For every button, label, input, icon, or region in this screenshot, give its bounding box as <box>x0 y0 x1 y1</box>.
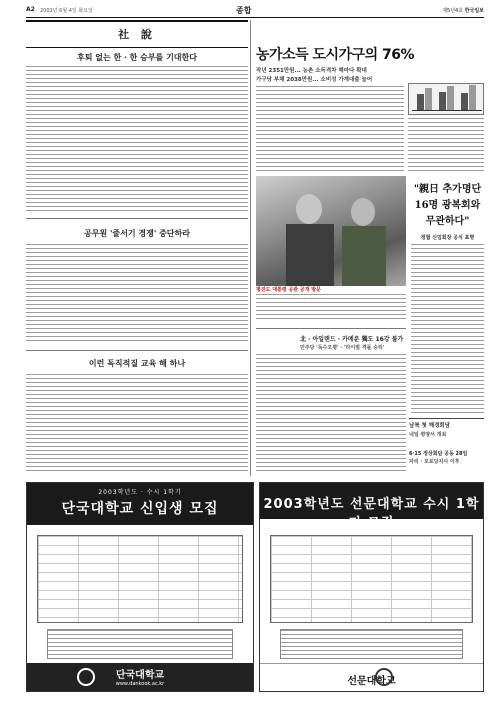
ad-banner <box>27 483 253 525</box>
issue-date: 2002년 6월 4일 화요일 <box>40 8 93 14</box>
editorial-headline-2: 공무원 '줄서기 경쟁' 중단하라 <box>84 228 190 238</box>
article-divider <box>256 328 406 329</box>
editorial-column <box>26 20 248 475</box>
sidebox-title: 남북 첫 해경회담 <box>409 423 451 429</box>
income-chart <box>408 83 484 115</box>
news-photo <box>256 176 406 286</box>
advertisement-dankook <box>26 482 254 692</box>
article2-body <box>256 354 406 474</box>
editorial-headline-3: 이런 독직적질 교육 해 하나 <box>88 358 186 368</box>
chart-bar <box>425 88 432 110</box>
ad-university-name: 단국대학교 <box>115 670 165 681</box>
ad-info-box <box>280 629 463 659</box>
paper-name: 제5년4호 한국일보 <box>442 8 484 14</box>
editorial-body-2 <box>26 244 248 344</box>
chart-bar <box>417 94 424 110</box>
page-number: A2 <box>26 6 35 13</box>
chart-bar <box>469 85 476 110</box>
chart-bar <box>447 86 454 110</box>
main-article-body <box>256 86 404 172</box>
quote-subheadline: 정협 신임회장 공식 표명 <box>420 235 475 241</box>
ad-info-box <box>47 629 233 659</box>
header-rule <box>26 17 484 18</box>
main-subheadline-2: 가구당 부채 2038만원... 소비성 가계대출 늘어 <box>256 77 373 83</box>
chart-bar <box>439 92 446 110</box>
ad-table <box>37 535 243 623</box>
ad-logo-bar <box>260 663 483 691</box>
sidebox-title: 6·15 정상회담 공동 28일 <box>409 451 468 457</box>
photo-figure <box>351 198 375 226</box>
photo-caption-body <box>256 294 406 320</box>
photo-figure <box>296 194 322 224</box>
ad-banner <box>260 483 483 531</box>
photo-figure <box>342 226 386 286</box>
column-divider <box>250 20 251 476</box>
editorial-divider <box>26 218 248 219</box>
university-emblem-icon <box>375 668 393 686</box>
sidebox-2 <box>409 450 484 474</box>
editorial-title: 社 說 <box>26 20 248 48</box>
section-name: 종합 <box>236 6 252 15</box>
photo-figure <box>286 224 334 286</box>
editorial-body-3 <box>26 374 248 474</box>
advertisement-sunmoon <box>259 482 484 692</box>
sidebox-1 <box>409 418 484 448</box>
quote-headline: "親日 추가명단 16명 광복회와 무관하다" <box>413 184 482 227</box>
sidebox-subtitle: 자리 · 포로당지사 이후 <box>409 459 460 465</box>
ad-logo-bar <box>27 663 253 691</box>
page-header <box>26 4 484 16</box>
quote-article-body <box>411 244 484 414</box>
chart-bar <box>461 93 468 110</box>
photo-caption: 평진도 대통령 공관 공개 방문 <box>256 287 321 293</box>
article2-subheadline: 민주당 '독수오평' · '라이벌 격돌 승리' <box>300 345 385 351</box>
chart-axis <box>412 110 482 111</box>
ad-banner-title: 2003학년도 선문대학교 수시 1학기 모집 <box>263 497 480 531</box>
editorial-headline-1: 후퇴 없는 한 · 한 승부를 기대한다 <box>77 52 197 62</box>
ad-university-name: 선문대학교 <box>347 676 396 687</box>
university-emblem-icon <box>77 668 95 686</box>
sidebox-subtitle: 내일 평양서 개최 <box>409 432 447 438</box>
article2-headline: 北 · 아일랜드 · 카메룬 獨도 16강 불가 <box>300 336 404 343</box>
ad-url: www.dankook.ac.kr <box>115 681 165 687</box>
main-headline: 농가소득 도시가구의 76% <box>256 47 414 63</box>
ad-banner-top: 2003학년도 · 수시 1학기 <box>98 489 182 496</box>
editorial-divider <box>26 350 248 351</box>
main-subheadline-1: 작년 2351만원... 농촌 소득격차 해마다 확대 <box>256 68 367 74</box>
editorial-body-1 <box>26 66 248 214</box>
ad-banner-title: 단국대학교 신입생 모집 <box>61 501 219 517</box>
side-article-body <box>408 118 484 174</box>
ad-table <box>270 535 473 623</box>
